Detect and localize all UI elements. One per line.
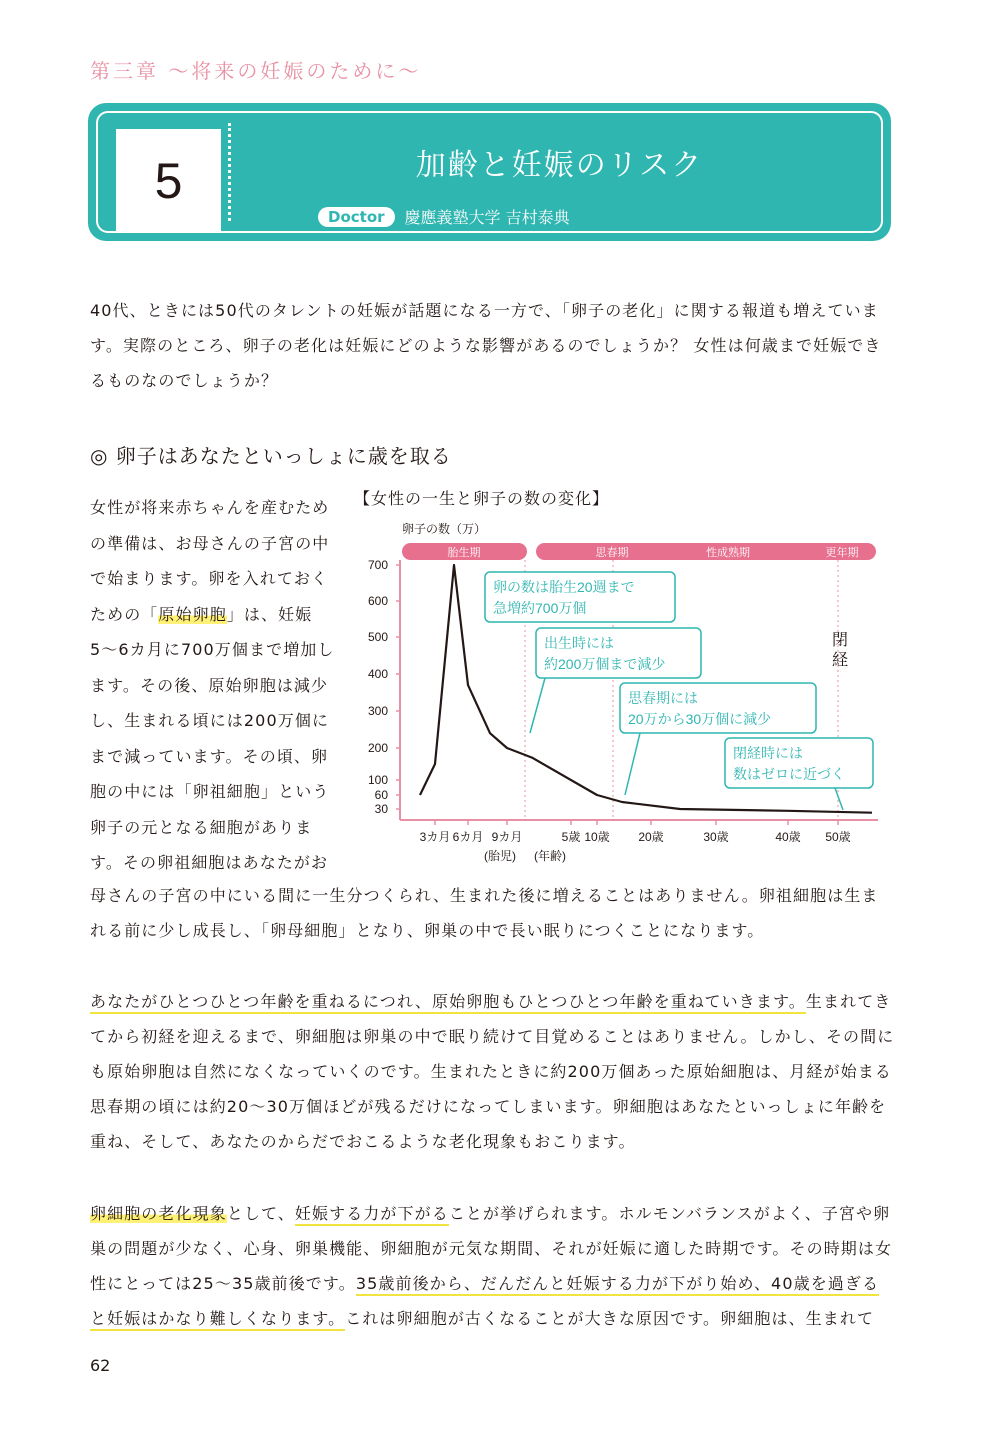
section-banner — [88, 103, 891, 241]
highlight-term: 原始卵胞 — [158, 604, 227, 624]
y-tick-label: 30 — [374, 802, 388, 816]
chart-callouts — [485, 572, 873, 810]
y-tick-label: 700 — [367, 558, 388, 572]
period-label: 思春期 — [595, 547, 629, 559]
callout-line-2: 急増約700万個 — [493, 600, 587, 616]
banner-frame — [96, 111, 883, 233]
x-tick-label: 40歳 — [775, 830, 801, 844]
text-run: ことが挙げられます。ホルモンバランスがよく、子宮や卵巣の問題が少なく、心身、卵巣機能、卵細胞が元気な期間、それが妊娠に適した時期です。その時期は女性にとっては25〜35歳前後です。 — [90, 1204, 893, 1293]
underlined-text: あなたがひとつひとつ年齢を重ねるにつれ、原始卵胞もひとつひとつ年齢を重ねていきます。 — [90, 992, 806, 1014]
x-tick-label: 6カ月 — [452, 830, 484, 844]
continuation-paragraph: 母さんの子宮の中にいる間に一生分つくられ、生まれた後に増えることはありません。卵祖細胞は生まれる前に少し成長し、「卵母細胞」となり、卵巣の中で長い眠りにつくことになります。 — [90, 886, 879, 940]
doctor-badge: Doctor — [318, 207, 395, 227]
y-tick-label: 500 — [367, 630, 388, 644]
y-tick-label: 400 — [367, 667, 388, 681]
callout-line-1: 思春期には — [628, 690, 698, 706]
x-tick-label: 9カ月 — [491, 830, 523, 844]
section-heading: ◎ 卵子はあなたといっしょに歳を取る — [90, 444, 452, 468]
callout-line-2: 約200万個まで減少 — [544, 656, 666, 672]
x-tick-label: 10歳 — [584, 830, 610, 844]
callout-pointer — [625, 733, 640, 795]
page-number: 62 — [90, 1356, 111, 1375]
text-run: 」は、妊娠5〜6カ月に700万個まで増加します。その後、原始卵胞は減少し、生まれる頃には200万個にまで減っています。その頃、卵胞の中には「 — [90, 604, 335, 801]
chapter-title: 第三章 〜将来の妊娠のために〜 — [90, 59, 422, 83]
y-axis-title: 卵子の数（万） — [402, 522, 487, 536]
text-run: 」という卵子の元となる細胞があります。その卵祖細胞はあなたがお — [90, 782, 330, 872]
author-line — [318, 205, 570, 228]
author-name: 慶應義塾大学 吉村泰典 — [404, 208, 570, 227]
x-tick-label: 30歳 — [703, 830, 729, 844]
term: 卵祖細胞 — [192, 782, 262, 801]
underlined-text: 35歳前後から、だんだんと妊娠する力が下がり始め、40歳を過ぎると妊娠はかなり難しくなります。 — [90, 1274, 879, 1331]
callout-pointer — [835, 788, 843, 810]
callout-line-1: 出生時には — [544, 635, 614, 651]
paragraph-3 — [90, 1196, 895, 1336]
text-run: 生まれてきてから初経を迎えるまで、卵細胞は卵巣の中で眠り続けて目覚めることはありません。しかし、その間にも原始卵胞は自然になくなっていくのです。生まれたときに約200万個あった原始細胞は、月経が始まる思春期の頃には約20〜30万個ほどが残るだけになってしまいます。卵細胞はあなたといっしょに年齢を重ね、そして、あなたのからだでおこるような老化現象もおこります。 — [90, 992, 895, 1151]
callout-line-1: 卵の数は胎生20週まで — [493, 579, 635, 595]
y-tick-label: 600 — [367, 594, 388, 608]
menopause-label-2: 経 — [831, 652, 849, 669]
section-title: 加齢と妊娠のリスク — [415, 148, 704, 183]
x-tick-label: 50歳 — [825, 830, 851, 844]
banner-divider — [228, 123, 231, 221]
text-run: として、 — [226, 1204, 295, 1223]
highlight-text: 卵細胞の老化現象 — [90, 1204, 227, 1223]
period-bands — [402, 543, 876, 560]
intro-paragraph: 40代、ときには50代のタレントの妊娠が話題になる一方で、「卵子の老化」に関する報道も増えています。実際のところ、卵子の老化は妊娠にどのような影響があるのでしょうか？ 女性は何歳まで妊娠できるものなのでしょうか？ — [90, 301, 882, 390]
left-column-text — [90, 490, 340, 881]
paragraph-2 — [90, 984, 895, 1159]
y-tick-label: 60 — [374, 788, 388, 802]
x-sublabel: (年齢) — [534, 849, 566, 863]
text-run: これは卵細胞が古くなることが大きな原因です。卵細胞は、生まれて — [345, 1309, 875, 1328]
chart-title: 【女性の一生と卵子の数の変化】 — [354, 489, 610, 508]
period-label: 更年期 — [825, 547, 859, 559]
callout-line-2: 数はゼロに近づく — [733, 766, 845, 782]
section-number: 5 — [116, 129, 221, 233]
period-label: 性成熟期 — [706, 547, 750, 559]
egg-count-chart — [350, 515, 890, 870]
x-tick-label: 3カ月 — [419, 830, 451, 844]
callout-line-2: 20万から30万個に減少 — [628, 711, 772, 727]
text-run: 女性が将来赤ちゃんを産むための準備は、お母さんの子宮の中で始まります。卵を入れておくための「 — [90, 498, 330, 624]
y-tick-label: 200 — [367, 741, 388, 755]
period-label: 胎生期 — [447, 547, 481, 559]
underlined-text: 妊娠する力が下がる — [295, 1204, 449, 1226]
callout-line-1: 閉経時には — [733, 745, 803, 761]
callout-pointer — [530, 678, 545, 733]
x-sublabel: (胎児) — [484, 849, 516, 863]
y-tick-label: 300 — [367, 704, 388, 718]
menopause-label-1: 閉 — [831, 632, 849, 649]
x-tick-label: 5歳 — [561, 830, 581, 844]
x-tick-label: 20歳 — [638, 830, 664, 844]
y-tick-label: 100 — [367, 773, 388, 787]
